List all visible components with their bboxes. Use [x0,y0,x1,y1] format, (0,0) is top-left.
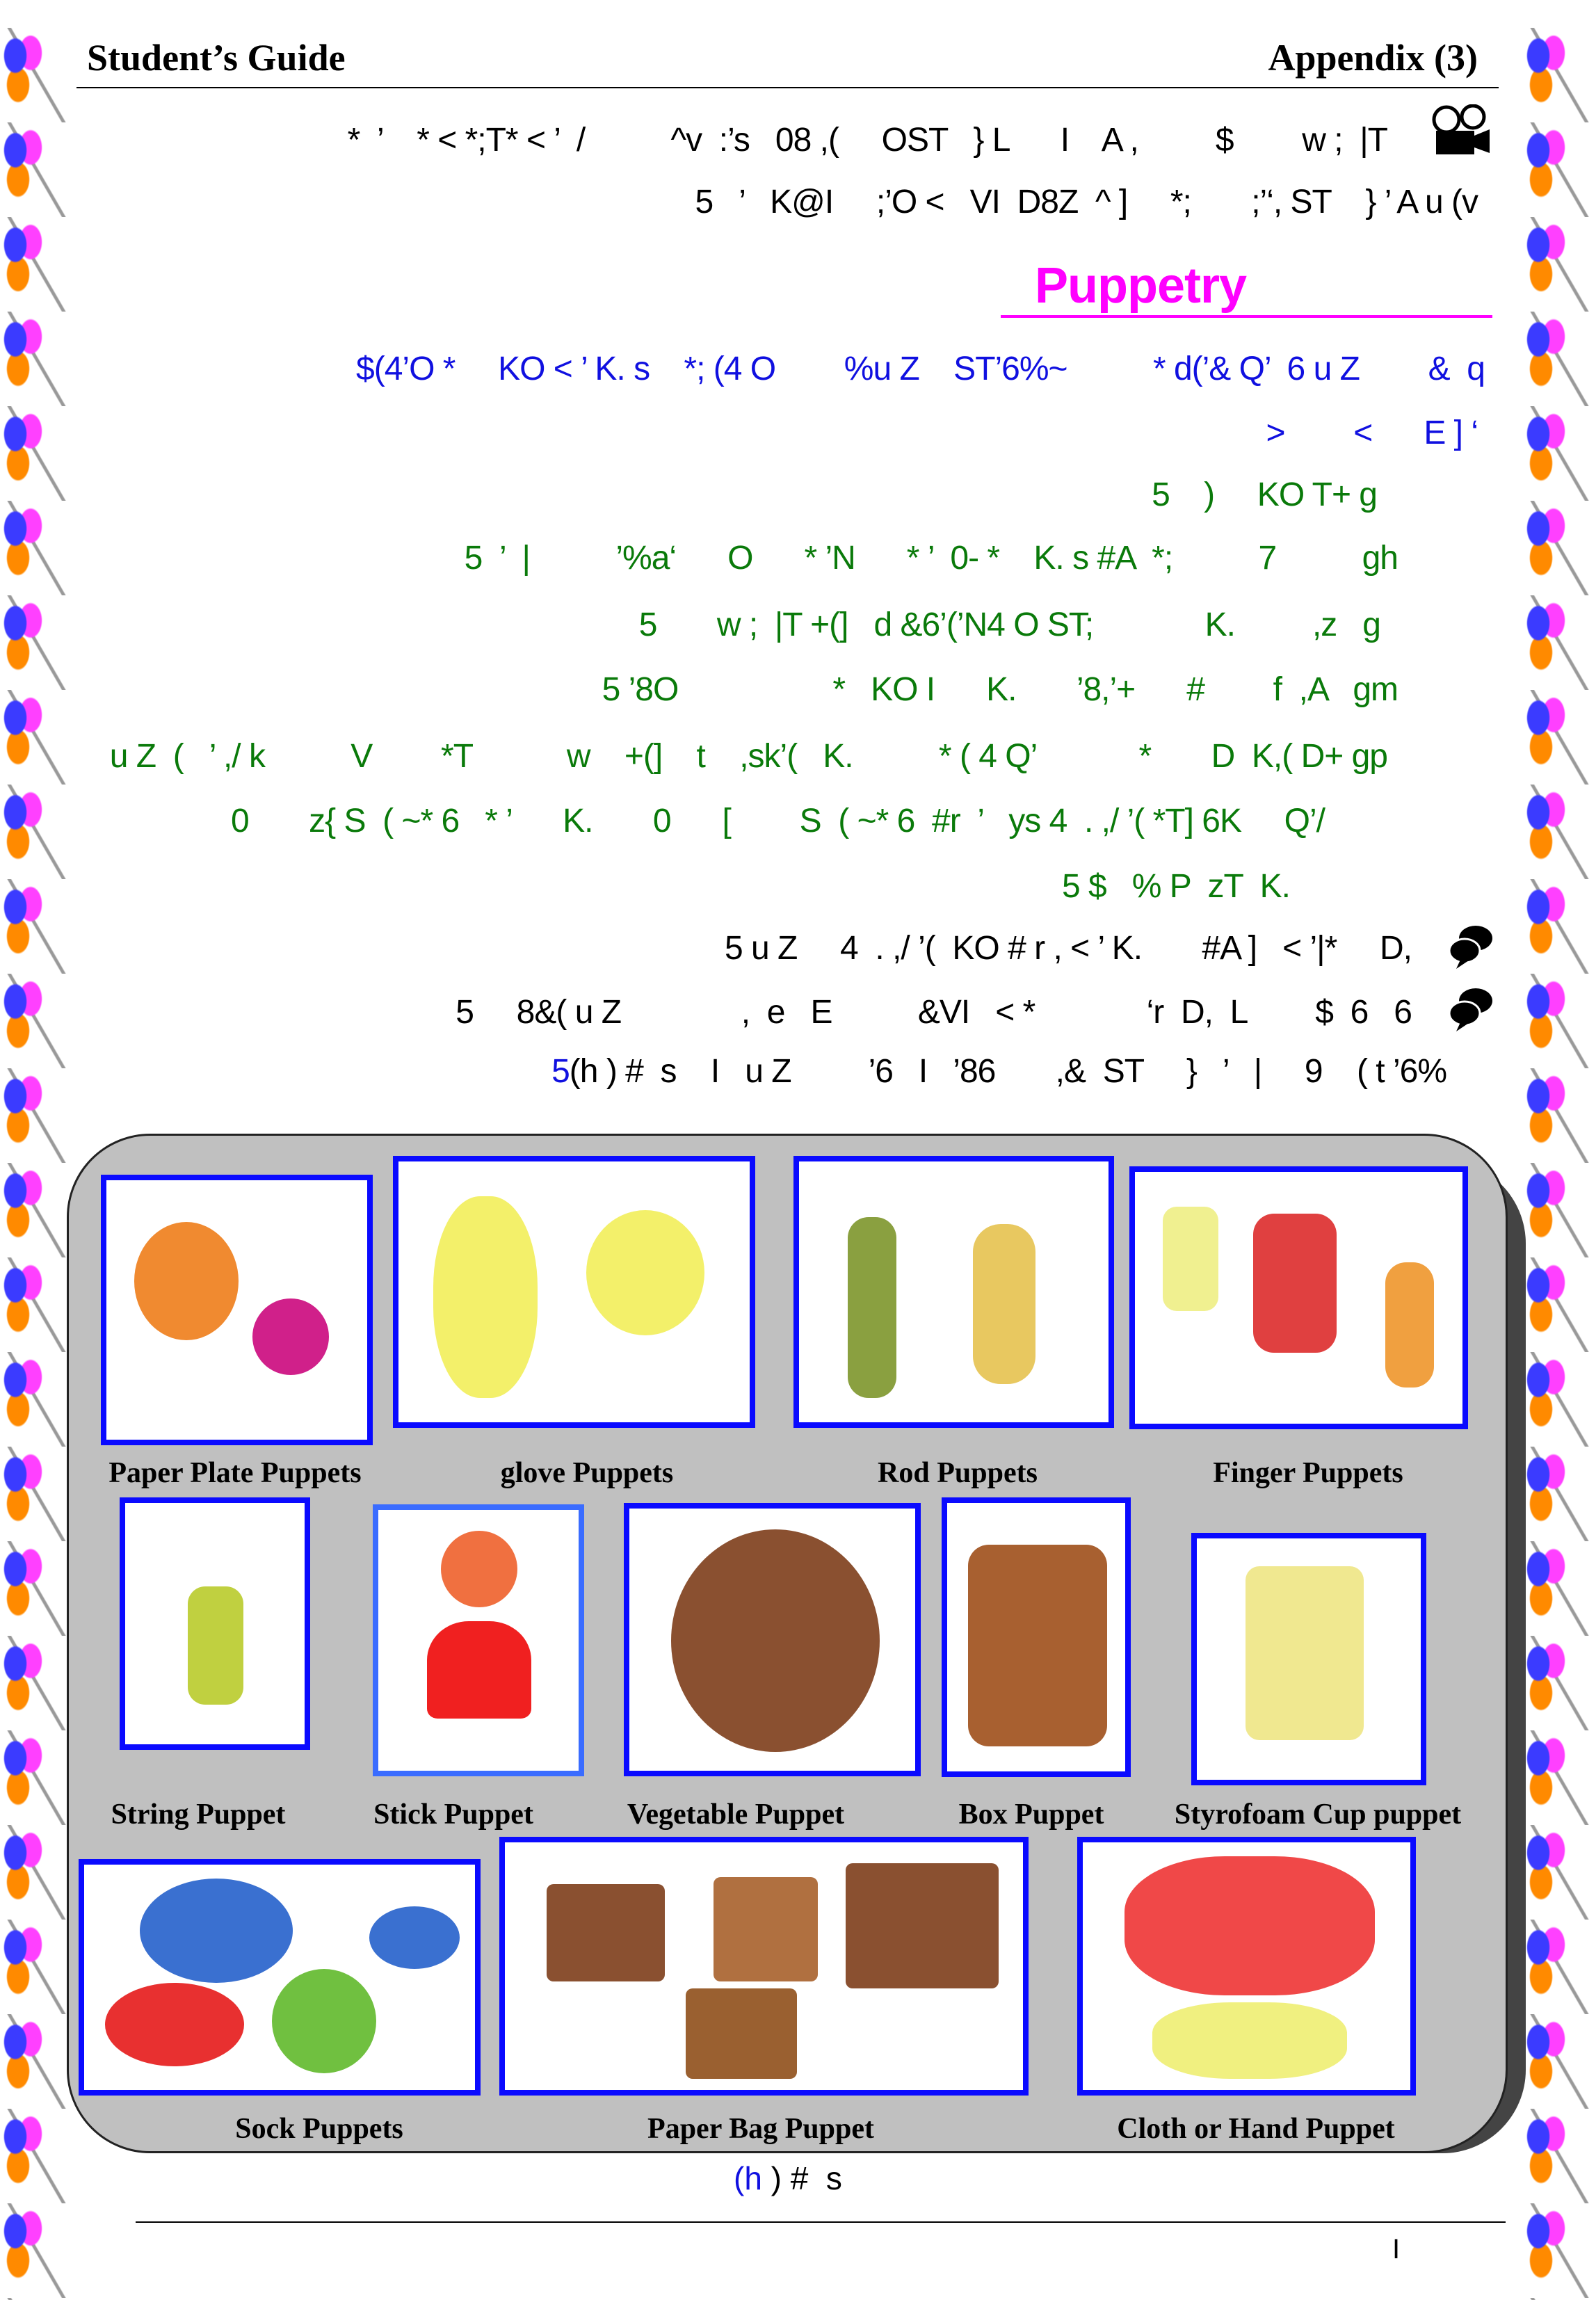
caption-string: String Puppet [111,1799,286,1831]
header-appendix: Appendix (3) [1268,37,1478,79]
caption-styrofoam: Styrofoam Cup puppet [1174,1799,1462,1831]
text-line: 5 ’8O * KO I K. ’8,’+ # f ,A gm [602,671,1398,708]
cloth-hand-puppet-image [1077,1837,1416,2096]
balloon-border-right [1523,28,1596,2300]
caption-finger: Finger Puppets [1213,1457,1403,1489]
header-guide-title: Student’s Guide [87,37,346,79]
text-line: 0 z{ S ( ~* 6 * ’ K. 0 [ S ( ~* 6 #r ’ ys 4 . ,/ ’( *T] 6K Q’/ [231,803,1325,839]
vegetable-puppet-image [624,1503,921,1776]
text-line: u Z ( ’ ,/ k V *T w +(] t ,sk’( K. * ( 4 Q’ * D K,( D+ gp [109,738,1387,775]
rod-puppet-image [793,1156,1114,1428]
caption-paper-bag: Paper Bag Puppet [647,2113,874,2145]
stick-puppet-image [373,1504,584,1776]
film-projector-icon [1426,104,1492,160]
text-line: > < E ] ‘ [1266,415,1478,451]
glove-puppet-image [393,1156,755,1428]
caption-vegetable: Vegetable Puppet [627,1799,845,1831]
finger-puppet-image [1129,1166,1468,1429]
figure-caption: (h ) # s [734,2160,842,2196]
text-line: 5 ) KO T+ g [1152,476,1377,513]
page-number: I [1392,2234,1401,2265]
caption-cloth: Cloth or Hand Puppet [1117,2113,1395,2145]
caption-rod: Rod Puppets [878,1457,1038,1489]
title-underline [1001,315,1492,318]
styrofoam-cup-puppet-image [1191,1533,1426,1785]
balloon-border-left [0,28,73,2300]
header-rule [76,87,1499,88]
caption-box: Box Puppet [958,1799,1104,1831]
sock-puppet-image [79,1859,481,2096]
footer-rule [136,2221,1506,2223]
text-line: 5 w ; |T +(] d &6’(’N4 O ST; K. ,z g [638,606,1380,643]
caption-sock: Sock Puppets [235,2113,403,2145]
string-puppet-image [120,1497,310,1750]
text-line: 5 u Z 4 . ,/ ’( KO # r , < ’ K. #A ] < ’|* D, [724,930,1412,967]
caption-glove: glove Puppets [500,1457,674,1489]
speech-bubbles-icon [1446,922,1495,970]
text-line: * ’ * < *;T* < ’ / ^v :’s 08 ,( OST } L I A , $ w ; |T [347,122,1387,159]
text-line: 5 ’ K@I ;’O < VI D8Z ^ ] *; ;’‘, ST } ’ A u (v [695,184,1478,220]
caption-stick: Stick Puppet [373,1799,533,1831]
paper-plate-puppet-image [101,1175,373,1445]
text-line: $(4’O * KO < ’ K. s *; (4 O %u Z ST’6%~ * d(’& Q’ 6 u Z & q [356,351,1485,387]
caption-paper-plate: Paper Plate Puppets [108,1457,362,1489]
text-line: 5 $ % P zT K. [1061,868,1290,905]
section-title: Puppetry [1035,258,1247,314]
text-line: 5(h ) # s I u Z ’6 I ’86 ,& ST } ’ | 9 ( t ’6% [551,1053,1446,1090]
paper-bag-puppet-image [499,1837,1029,2096]
text-line: 5 8&( u Z , e E &VI < * ‘r D, L $ 6 6 [456,994,1412,1031]
speech-bubbles-icon [1446,984,1495,1033]
box-puppet-image [942,1497,1131,1777]
text-line: 5 ’ | ’%a‘ O * ’N * ’ 0- * K. s #A *; 7 gh [464,540,1398,577]
